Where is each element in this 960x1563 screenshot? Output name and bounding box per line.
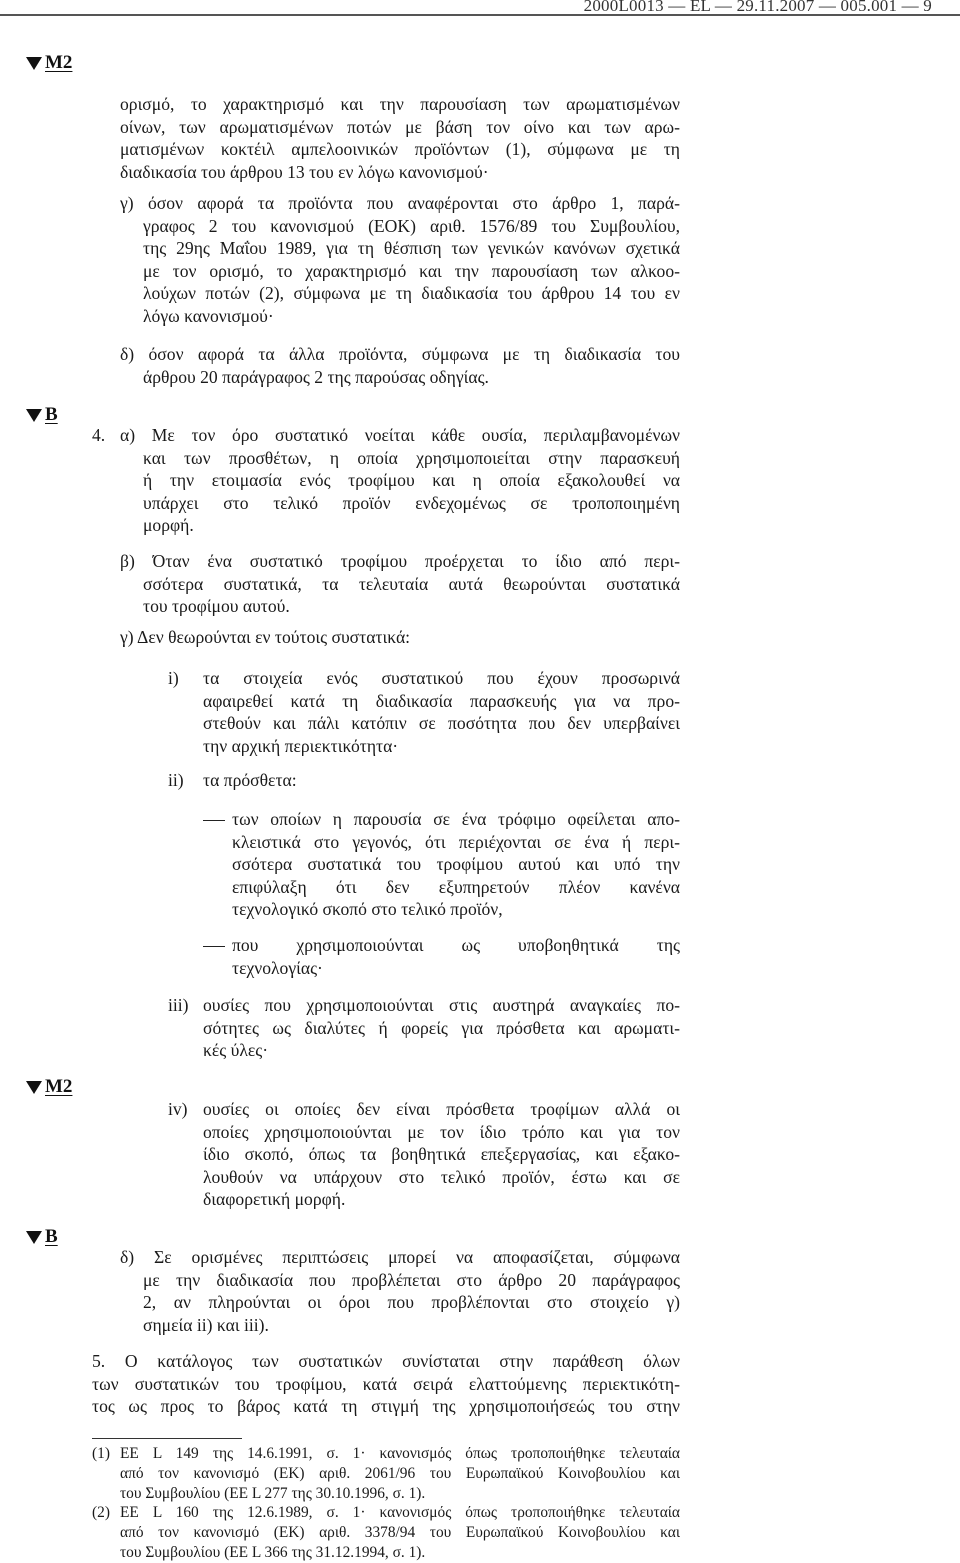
text-line: σσότερα συστατικά, τα τελευταία αυτά θεωρούνται συστατικά [143,573,680,594]
marker-code: B [45,404,58,425]
text-line: λόγω κανονισμού· [143,305,274,326]
marker-code: B [45,1226,58,1247]
text-line: οίνων, των αρωματισμένων ποτών με βάση τον οίνο και των αρω- [120,116,680,137]
text-line: την αρχική περιεκτικότητα· [203,735,399,756]
marker-code: M2 [45,1076,73,1097]
text-line: του Συμβουλίου (ΕΕ L 366 της 31.12.1994, σ. 1). [120,1544,426,1561]
text-line: ή την ετοιμασία ενός τροφίμου και η οποία εξακολουθεί να [143,470,680,490]
text-line: που χρησιμοποιούνται ως υποβοηθητικά της [232,935,680,955]
text-line: με τον ορισμό, το χαρακτηρισμό και την παρουσίαση των αλκοο- [143,260,680,281]
subitem-label-iii: iii) [168,995,189,1015]
item-gamma [120,192,680,327]
text-line: της 29ης Μαΐου 1989, για τη θέσπιση των γενικών κανόνων σχετικά [143,238,680,258]
text-line: από τον κανονισμό (ΕΚ) αριθ. 3378/94 του Ευρωπαϊκού Κοινοβουλίου και [120,1524,680,1541]
text-line: κλειστικά στο γεγονός, ότι περιέχονται σε ένα ή περι- [232,831,680,852]
amendment-marker-b [26,1226,58,1248]
text-line: ουσίες οι οποίες δεν είναι πρόσθετα τροφίμων αλλά οι [203,1099,680,1119]
dash-item-1 [232,808,680,921]
text-line: των συστατικών του τροφίμου, κατά σειρά ελαττούμενης περιεκτικότη- [92,1373,680,1394]
text-line: β) Όταν ένα συστατικό τροφίμου προέρχεται το ίδιο από περι- [120,551,680,571]
footnote-2 [120,1503,680,1563]
item-4-alpha [120,424,680,537]
paragraph-number-4: 4. [92,425,106,445]
text-line: α) Με τον όρο συστατικό νοείται κάθε ουσία, περιλαμβανομένων [120,425,680,445]
text-line: ματισμένων κοκτέιλ αμπελοοινικών προϊόντων (1), σύμφωνα με τη [120,139,680,159]
text-line: διαφορετική μορφή. [203,1189,346,1209]
item-delta [120,343,680,388]
text-line: ΕΕ L 149 της 14.6.1991, σ. 1· κανονισμός όπως τροποποιήθηκε τελευταία [120,1445,680,1462]
subitem-label-iv: iv) [168,1099,188,1119]
subitem-ii: τα πρόσθετα: [203,770,297,790]
text-line: σημεία ii) και iii). [143,1314,269,1335]
text-line: δ) Σε ορισμένες περιπτώσεις μπορεί να αποφασίζεται, σύμφωνα [120,1247,680,1267]
text-line: ορισμό, το χαρακτηρισμό και την παρουσίαση των αρωματισμένων [120,94,680,114]
text-line: των οποίων η παρουσία σε ένα τρόφιμο οφείλεται απο- [232,809,680,829]
footnote-mark-1: (1) [92,1445,110,1462]
text-line: ΕΕ L 160 της 12.6.1989, σ. 1· κανονισμός όπως τροποποιήθηκε τελευταία [120,1504,680,1521]
subitem-label-i: i) [168,668,179,688]
text-line: γραφος 2 του κανονισμού (ΕΟΚ) αριθ. 1576/89 του Συμβουλίου, [143,215,680,236]
text-line: αφαιρεθεί κατά τη διαδικασία παρασκευής για να προ- [203,690,680,711]
item-4-gamma-heading: γ) Δεν θεωρούνται εν τούτοις συστατικά: [120,627,411,647]
text-line: σότητες ως διαλύτες ή φορείς για πρόσθετα και αρωματι- [203,1017,680,1038]
item-4-delta [120,1246,680,1336]
footnote-mark-2: (2) [92,1504,110,1521]
triangle-down-icon [26,1081,42,1094]
text-line: 2, αν πληρούνται οι όροι που προβλέπονται στο στοιχείο γ) [143,1292,680,1312]
paragraph-intro [120,93,680,183]
text-line: με την διαδικασία που προβλέπεται στο άρθρο 20 παράγραφος [143,1269,680,1290]
text-line: ουσίες που χρησιμοποιούνται στις αυστηρά αναγκαίες πο- [203,995,680,1015]
text-line: κές ύλες· [203,1040,269,1060]
subitem-i [203,667,680,757]
text-line: από τον κανονισμό (ΕΚ) αριθ. 2061/96 του Ευρωπαϊκού Κοινοβουλίου και [120,1465,680,1482]
text-line: τα στοιχεία ενός συστατικού που έχουν προσωρινά [203,668,680,688]
amendment-marker-b [26,404,58,426]
document-reference: 2000L0013 — EL — 29.11.2007 — 005.001 — 9 [583,0,932,15]
subitem-iii [203,994,680,1062]
marker-code: M2 [45,52,73,73]
text-line: 5. Ο κατάλογος των συστατικών συνίσταται στην παράθεση όλων [92,1351,680,1371]
text-line: διαδικασία του άρθρου 13 του εν λόγω κανονισμού· [120,161,489,182]
page-header [0,0,960,16]
triangle-down-icon [26,409,42,422]
triangle-down-icon [26,57,42,70]
text-line: λουθούν να υπάρχουν στο τελικό προϊόν, έστω και σε [203,1166,680,1187]
text-line: οποίες χρησιμοποιούνται με τον ίδιο τρόπο και για τον [203,1121,680,1142]
text-line: τεχνολογίας· [232,957,323,978]
dash-item-2 [232,934,680,979]
text-line: επιφύλαξη ότι δεν εξυπηρετούν πλέον κανένα [232,876,680,897]
dash-bullet [203,946,225,947]
text-line: άρθρου 20 παράγραφος 2 της παρούσας οδηγίας. [143,366,489,387]
text-line: σσότερα συστατικά του τροφίμου αυτού και υπό την [232,854,680,874]
text-line: γ) όσον αφορά τα προϊόντα που αναφέρονται στο άρθρο 1, παρά- [120,193,680,213]
dash-bullet [203,820,225,821]
amendment-marker-m2 [26,1076,72,1098]
text-line: του Συμβουλίου (ΕΕ L 277 της 30.10.1996, σ. 1). [120,1485,426,1502]
text-line: μορφή. [143,515,194,535]
item-4-beta [120,550,680,618]
text-line: τος ως προς το βάρος κατά τη στιγμή της χρησιμοποιήσεώς του στην [92,1396,680,1416]
text-line: λούχων ποτών (2), σύμφωνα με τη διαδικασία του άρθρου 14 του εν [143,283,680,303]
footnote-separator [92,1438,242,1439]
subitem-iv [203,1098,680,1211]
triangle-down-icon [26,1231,42,1244]
text-line: δ) όσον αφορά τα άλλα προϊόντα, σύμφωνα με τη διαδικασία του [120,344,680,364]
text-line: ίδιο σκοπό, όπως τα βοηθητικά επεξεργασίας, και εξακο- [203,1144,680,1164]
text-line: του τροφίμου αυτού. [143,596,290,616]
text-line: τεχνολογικό σκοπό στο τελικό προϊόν, [232,899,503,919]
text-line: στεθούν και πάλι κατόπιν σε ποσότητα που δεν υπερβαίνει [203,713,680,733]
text-line: και των προσθέτων, η οποία χρησιμοποιείται στην παρασκευή [143,447,680,468]
text-line: υπάρχει στο τελικό προϊόν ενδεχομένως σε τροποποιημένη [143,492,680,513]
amendment-marker-m2 [26,52,72,74]
subitem-label-ii: ii) [168,770,184,790]
paragraph-5 [92,1350,680,1418]
footnote-1 [120,1444,680,1504]
